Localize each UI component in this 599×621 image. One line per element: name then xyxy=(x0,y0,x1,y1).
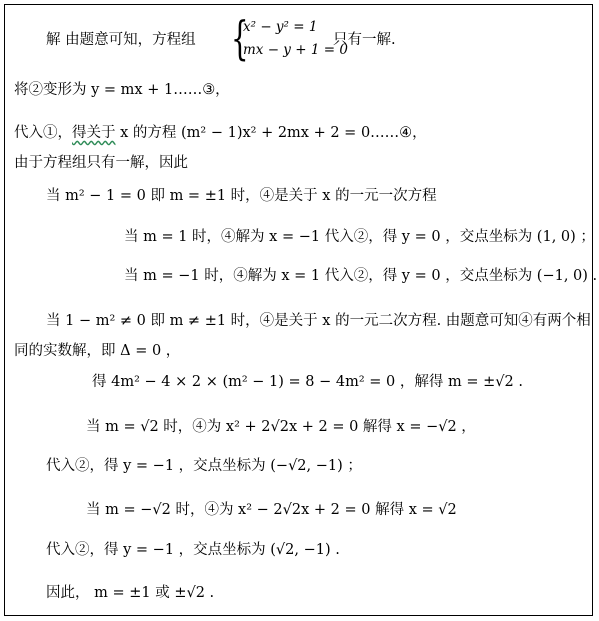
case-neg-root2-text: 当 m = −√2 时，④为 x² − 2√2x + 2 = 0 解得 x = √2 xyxy=(86,502,457,518)
solve-m-text: 得 4m² − 4 × 2 × (m² − 1) = 8 − 4m² = 0 ，解得 m = ±√2 . xyxy=(92,374,523,390)
system-brace: { xyxy=(231,11,249,65)
line-case-m-neg1 xyxy=(124,266,597,286)
case-quadratic-text: 当 1 − m² ≠ 0 即 m ≠ ±1 时，④是关于 x 的一元二次方程. 由题意可知④有两个相 xyxy=(46,313,591,329)
line-case-neg-root2 xyxy=(86,500,457,520)
conclusion-text: 因此， m = ±1 或 ±√2 . xyxy=(46,585,215,601)
case-linear-text: 当 m² − 1 = 0 即 m = ±1 时，④是关于 x 的一元一次方程 xyxy=(46,188,437,204)
line-conclusion xyxy=(46,583,214,603)
case-root2-text: 当 m = √2 时，④为 x² + 2√2x + 2 = 0 解得 x = −√2 ， xyxy=(86,419,476,435)
intro-tail-text: 只有一解. xyxy=(333,32,396,48)
line-substitute xyxy=(14,123,427,143)
line-solve-m xyxy=(92,372,523,392)
line-case-m1 xyxy=(124,227,595,247)
system-equation-1: x² − y² = 1 xyxy=(243,19,318,35)
line-case-root2 xyxy=(86,417,476,437)
case-m-neg1-text: 当 m = −1 时，④解为 x = 1 代入②，得 y = 0 ，交点坐标为 (−1, 0) . xyxy=(124,268,598,284)
discriminant-text: 同的实数解，即 Δ = 0 ， xyxy=(14,343,181,359)
line-transform xyxy=(14,80,230,100)
substitute-equation: x 的方程 (m² − 1)x² + 2mx + 2 = 0……④， xyxy=(115,125,427,141)
line-root2-point xyxy=(46,456,362,476)
line-intro xyxy=(46,30,196,50)
equation-system xyxy=(231,11,348,65)
transform-text: 将②变形为 y = mx + 1……③， xyxy=(14,82,230,98)
line-case-quadratic xyxy=(46,311,591,331)
root2-point-text: 代入②，得 y = −1 ，交点坐标为 (−√2, −1) ； xyxy=(46,458,362,474)
line-intro-tail xyxy=(333,30,396,50)
substitute-underlined: 得关于 xyxy=(72,125,116,141)
line-unique xyxy=(14,153,188,173)
line-discriminant xyxy=(14,341,180,361)
line-case-linear xyxy=(46,186,437,206)
substitute-prefix: 代入①， xyxy=(14,125,72,141)
case-m1-text: 当 m = 1 时，④解为 x = −1 代入②，得 y = 0 ，交点坐标为 (1, 0) ； xyxy=(124,229,595,245)
system-equation-2: mx − y + 1 = 0 xyxy=(243,42,348,58)
intro-text: 解 由题意可知，方程组 xyxy=(46,32,196,48)
neg-root2-point-text: 代入②，得 y = −1 ，交点坐标为 (√2, −1) . xyxy=(46,542,340,558)
unique-text: 由于方程组只有一解，因此 xyxy=(14,155,188,171)
line-neg-root2-point xyxy=(46,540,340,560)
